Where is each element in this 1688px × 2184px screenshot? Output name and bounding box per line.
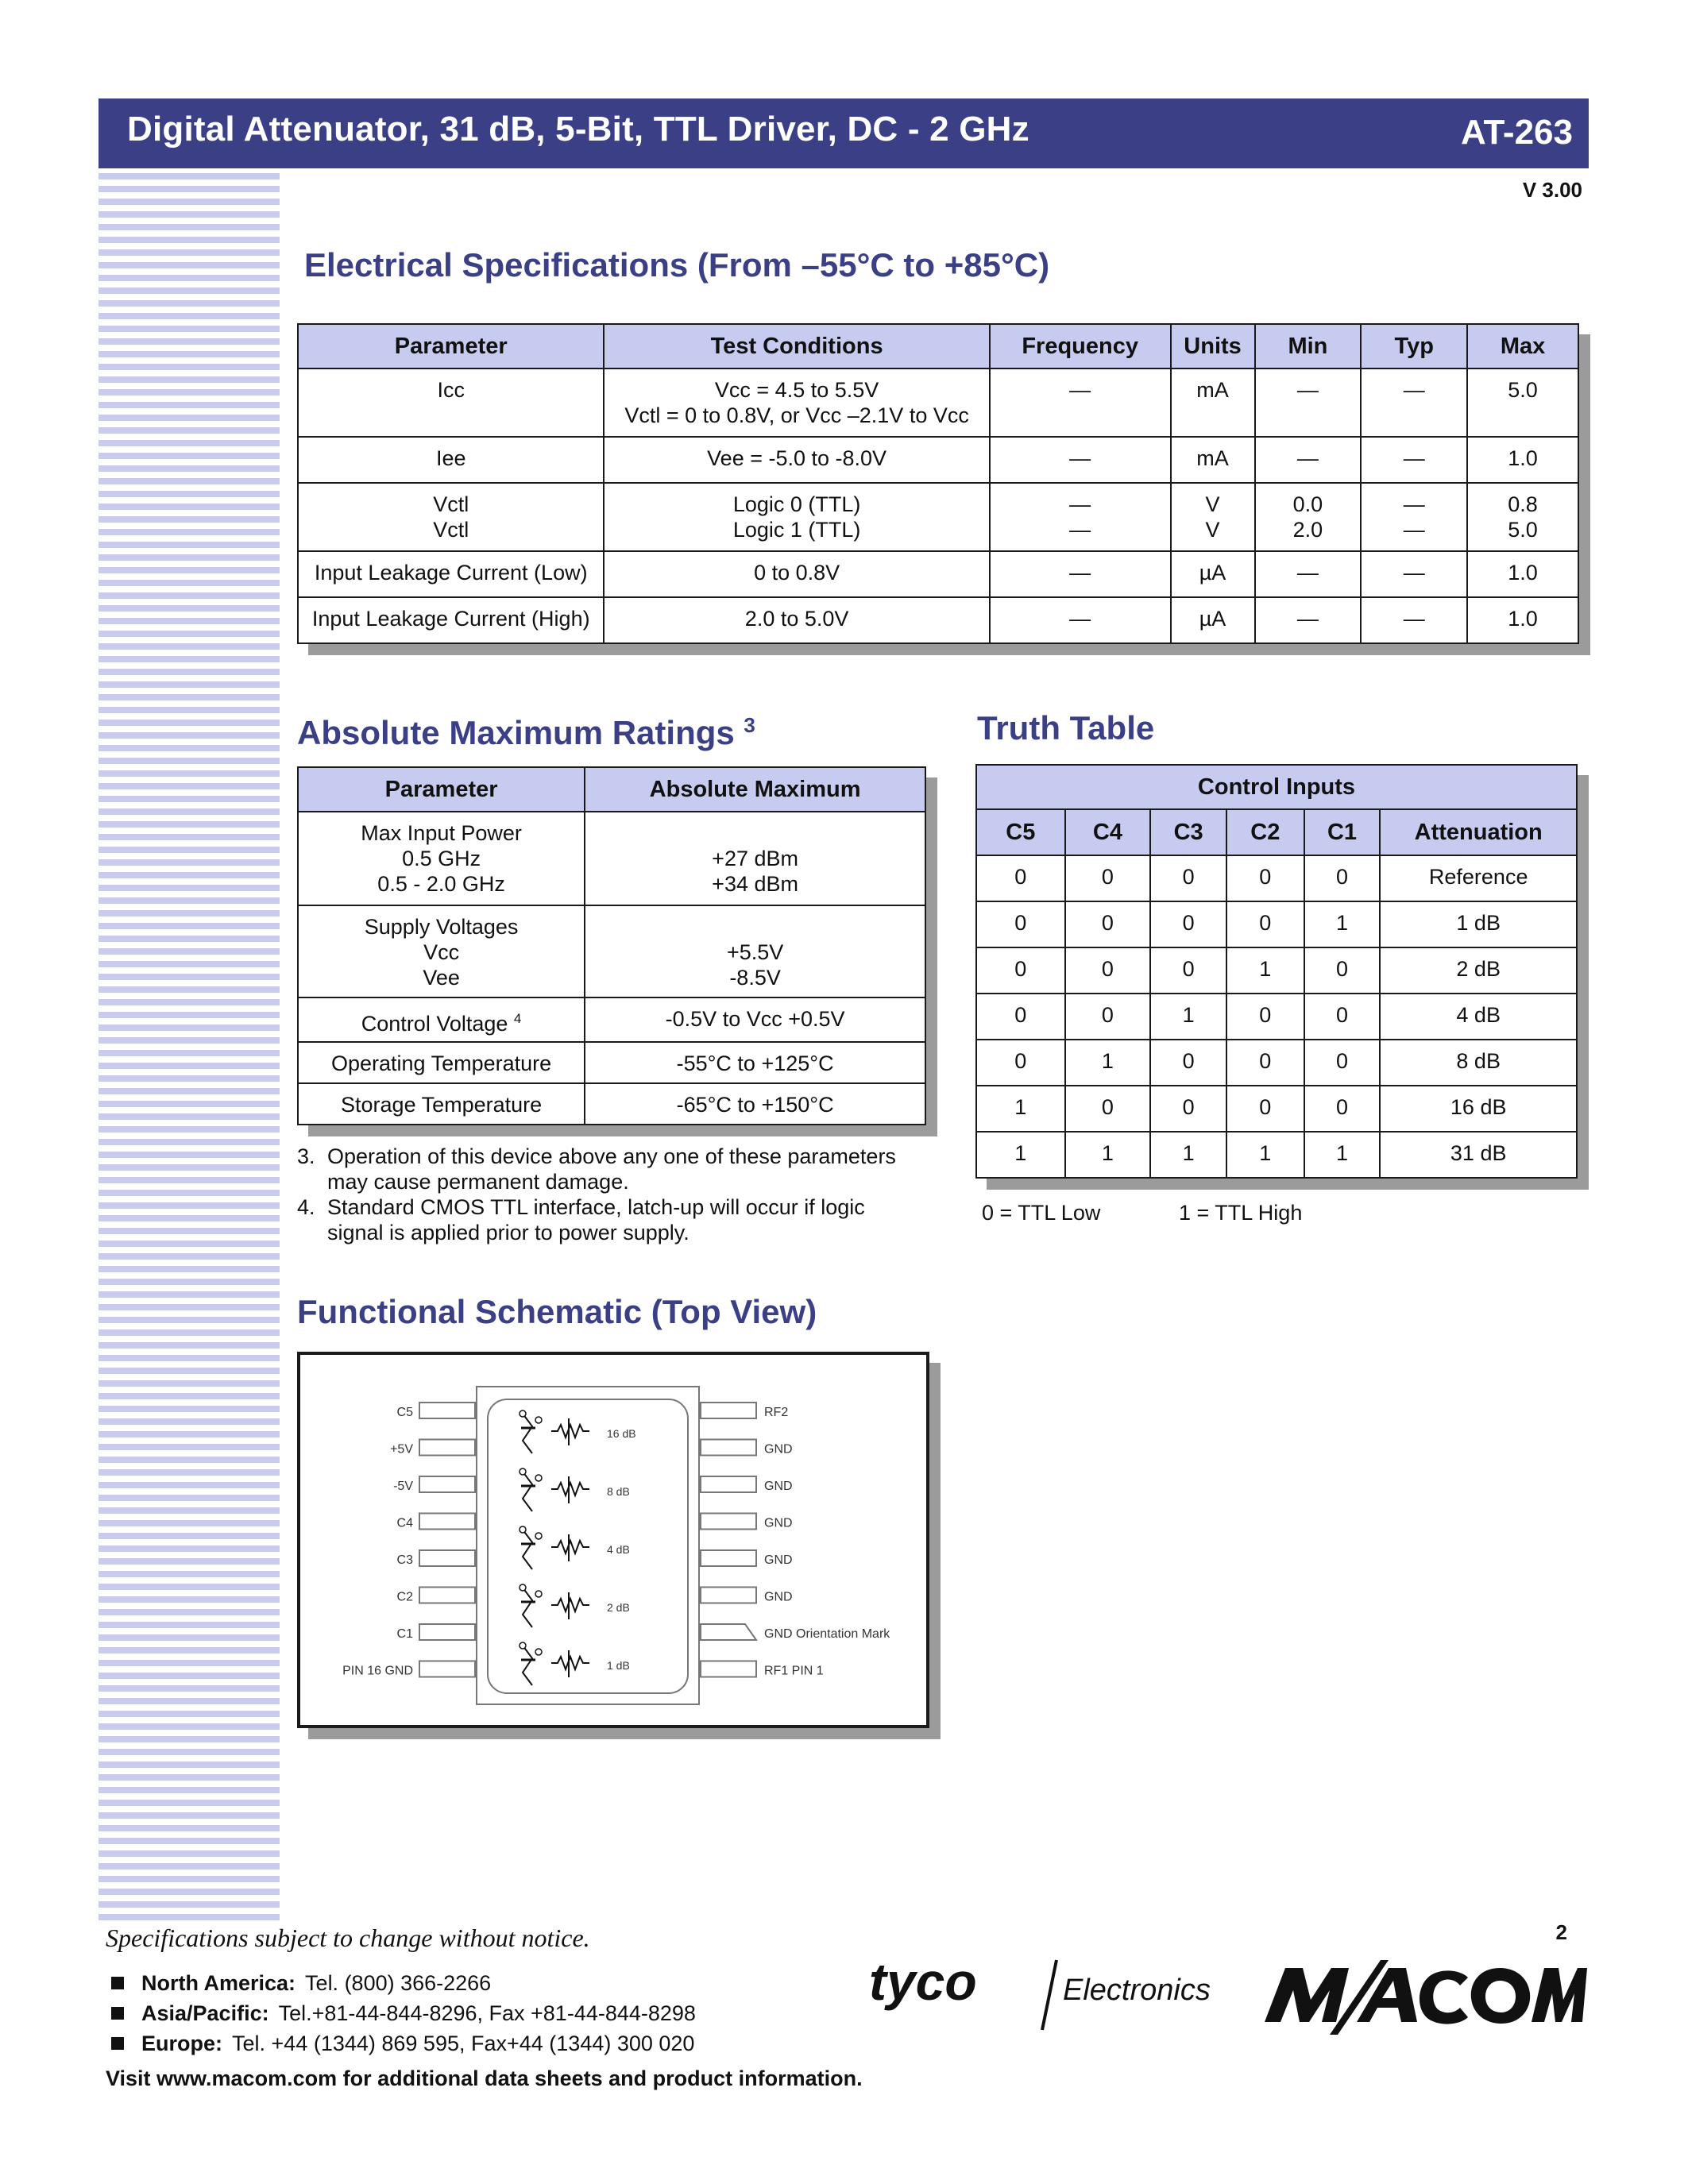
contact-info: Tel. +44 (1344) 869 595, Fax+44 (1344) 300 020 <box>232 2032 695 2055</box>
stage-label: 2 dB <box>607 1601 630 1614</box>
pin-label: GND <box>764 1442 793 1457</box>
cell-absolute-max-line: -55°C to +125°C <box>676 1051 834 1075</box>
cell-max <box>1467 597 1578 643</box>
table-row <box>976 901 1577 947</box>
cell-parameter-line: Vcc <box>423 940 460 964</box>
contact-info: Tel.+81-44-844-8296, Fax +81-44-844-8298 <box>278 2001 696 2025</box>
cell-typ-line: — <box>1403 446 1425 470</box>
table-row <box>976 1132 1577 1178</box>
cell-freq <box>990 597 1171 643</box>
node <box>520 1410 526 1417</box>
cell-typ <box>1361 597 1467 643</box>
cell-freq-line: — <box>1069 518 1091 542</box>
contact-row <box>111 2028 696 2059</box>
cell-max <box>1467 437 1578 483</box>
column-header: Parameter <box>298 324 604 369</box>
column-header: C1 <box>1304 809 1381 855</box>
stage-label: 16 dB <box>607 1427 636 1440</box>
truth-table-container <box>975 764 1578 1179</box>
cell-units <box>1171 551 1255 597</box>
pin-label: C4 <box>396 1516 413 1530</box>
cell-min-line: — <box>1296 446 1319 470</box>
cell-freq <box>990 437 1171 483</box>
pin-lead <box>701 1624 756 1640</box>
cell-absolute-max-line: +34 dBm <box>712 872 798 896</box>
note-text <box>327 1144 896 1194</box>
table-row <box>976 947 1577 994</box>
cell-min <box>1255 551 1362 597</box>
cell-absolute-max-line: +5.5V <box>726 940 784 964</box>
cell-units-line: µA <box>1199 607 1226 631</box>
electrical-heading: Electrical Specifications (From –55°C to +85°C) <box>304 246 1050 284</box>
truth-cell: 1 <box>1304 1132 1381 1178</box>
column-header: C2 <box>1226 809 1304 855</box>
cell-typ-line: — <box>1403 518 1425 542</box>
cell-param-line: Icc <box>437 378 465 402</box>
cell-min-line: 0.0 <box>1292 492 1323 516</box>
pin-label: GND Orientation Mark <box>764 1627 890 1641</box>
truth-cell: 1 dB <box>1380 901 1577 947</box>
pin-lead <box>419 1588 475 1603</box>
cell-cond <box>604 483 989 551</box>
cell-typ <box>1361 369 1467 437</box>
node <box>535 1417 542 1423</box>
pin-lead <box>701 1514 756 1530</box>
cell-cond <box>604 551 989 597</box>
version-label: V 3.00 <box>1522 178 1582 202</box>
table-row <box>298 483 1578 551</box>
note-ref: 4 <box>513 1011 522 1026</box>
node <box>535 1475 542 1481</box>
cell-freq <box>990 483 1171 551</box>
part-number: AT-263 <box>1460 113 1573 152</box>
cell-min <box>1255 597 1362 643</box>
cell-min <box>1255 483 1362 551</box>
pin-label: GND <box>764 1516 793 1530</box>
table-row <box>976 1040 1577 1086</box>
truth-cell: 1 <box>1304 901 1381 947</box>
svg-text:M/A-COM: M/A-COM <box>1261 1944 1265 1945</box>
cell-absolute-max-line: -65°C to +150°C <box>676 1093 834 1117</box>
cell-absolute-max <box>585 1042 925 1083</box>
cell-freq-line: — <box>1069 492 1091 516</box>
truth-cell: 0 <box>1226 855 1304 901</box>
cell-cond-line: Vee = -5.0 to -8.0V <box>707 446 887 470</box>
note-item <box>297 1194 896 1245</box>
cell-units-line: mA <box>1196 378 1229 402</box>
cell-param <box>298 483 604 551</box>
truth-cell: 1 <box>1226 1132 1304 1178</box>
bullet-square <box>111 2037 124 2050</box>
pin-lead <box>701 1476 756 1492</box>
cell-max <box>1467 369 1578 437</box>
macom-logo <box>1261 1944 1587 2039</box>
cell-units-line: mA <box>1196 446 1229 470</box>
truth-cell: 0 <box>1150 901 1226 947</box>
node <box>535 1649 542 1655</box>
cell-cond-line: Vctl = 0 to 0.8V, or Vcc –2.1V to Vcc <box>624 403 969 427</box>
column-header: Parameter <box>298 767 585 812</box>
column-header: Units <box>1171 324 1255 369</box>
truth-cell: 0 <box>1065 1086 1151 1132</box>
pin-label: GND <box>764 1590 793 1604</box>
cell-max <box>1467 483 1578 551</box>
table-row <box>298 905 925 997</box>
cell-parameter-line: Vee <box>423 966 460 990</box>
truth-cell: 0 <box>976 994 1065 1040</box>
column-header: Absolute Maximum <box>585 767 925 812</box>
contact-row <box>111 1968 696 1998</box>
pin-lead <box>419 1661 475 1677</box>
tyco-logo-word: tyco <box>869 1952 977 2011</box>
cell-units-line: V <box>1205 518 1220 542</box>
cell-cond-line: Logic 1 (TTL) <box>732 518 861 542</box>
pin-label: RF2 <box>764 1406 789 1419</box>
truth-cell: 1 <box>1065 1132 1151 1178</box>
cell-param <box>298 551 604 597</box>
cell-parameter <box>298 905 585 997</box>
electronics-logo-word: Electronics <box>1063 1974 1211 2007</box>
note-number: 3. <box>297 1144 315 1168</box>
truth-cell: 0 <box>1150 855 1226 901</box>
cell-absolute-max <box>585 812 925 905</box>
cell-min-line: 2.0 <box>1292 518 1323 542</box>
truth-cell: 0 <box>1065 855 1151 901</box>
cell-min-line: — <box>1296 607 1319 631</box>
table-row <box>298 437 1578 483</box>
cell-typ-line: — <box>1403 607 1425 631</box>
cell-max-line: 0.8 <box>1508 492 1538 516</box>
truth-cell: 0 <box>1304 1040 1381 1086</box>
functional-schematic <box>297 1352 929 1728</box>
pin-lead <box>419 1403 475 1418</box>
cell-freq <box>990 369 1171 437</box>
document-title: Digital Attenuator, 31 dB, 5-Bit, TTL Driver, DC - 2 GHz <box>127 110 1029 149</box>
cell-absolute-max <box>585 997 925 1042</box>
column-header: Frequency <box>990 324 1171 369</box>
pin-label: RF1 PIN 1 <box>764 1664 824 1678</box>
truth-cell: 31 dB <box>1380 1132 1577 1178</box>
column-header: Typ <box>1361 324 1467 369</box>
truth-cell: 0 <box>1065 994 1151 1040</box>
truth-cell: 8 dB <box>1380 1040 1577 1086</box>
cell-parameter-line: Supply Voltages <box>364 915 519 939</box>
truth-cell: 0 <box>976 1040 1065 1086</box>
contact-region: Asia/Pacific: <box>141 2001 269 2025</box>
truth-heading: Truth Table <box>977 709 1155 747</box>
absmax-table-container <box>297 766 926 1125</box>
truth-cell: 1 <box>976 1086 1065 1132</box>
pin-label: +5V <box>390 1442 413 1457</box>
note-line: signal is applied prior to power supply. <box>327 1221 689 1244</box>
truth-cell: 0 <box>1304 1086 1381 1132</box>
absmax-heading-text: Absolute Maximum Ratings <box>297 714 735 751</box>
cell-parameter-line: 0.5 - 2.0 GHz <box>377 872 505 896</box>
truth-cell: 0 <box>1065 947 1151 994</box>
pin-lead <box>419 1514 475 1530</box>
cell-freq-line: — <box>1069 561 1091 585</box>
truth-table <box>975 764 1578 1179</box>
bullet-square <box>111 2007 124 2020</box>
contact-info: Tel. (800) 366-2266 <box>305 1971 492 1995</box>
cell-parameter <box>298 1042 585 1083</box>
note-number: 4. <box>297 1195 315 1219</box>
cell-cond-line: 2.0 to 5.0V <box>744 607 849 631</box>
cell-cond <box>604 369 989 437</box>
truth-cell: 2 dB <box>1380 947 1577 994</box>
absmax-table <box>297 766 926 1125</box>
pin-lead <box>419 1550 475 1566</box>
cell-absolute-max-line: -0.5V to Vcc +0.5V <box>665 1007 845 1031</box>
cell-parameter <box>298 997 585 1042</box>
note-item <box>297 1144 896 1194</box>
truth-cell: 4 dB <box>1380 994 1577 1040</box>
truth-cell: Reference <box>1380 855 1577 901</box>
cell-parameter-line: Control Voltage $^4$ <box>361 1011 522 1036</box>
cell-param-line: Vctl <box>433 518 469 542</box>
cell-freq-line: — <box>1069 446 1091 470</box>
cell-max-line: 1.0 <box>1508 446 1538 470</box>
truth-cell: 0 <box>1226 901 1304 947</box>
truth-cell: 0 <box>1226 994 1304 1040</box>
cell-param <box>298 369 604 437</box>
cell-absolute-max-line: +27 dBm <box>712 847 798 870</box>
visit-link-text: Visit www.macom.com for additional data sheets and product information. <box>106 2066 863 2090</box>
cell-min-line: — <box>1296 378 1319 402</box>
schematic-drawing <box>300 1355 926 1725</box>
cell-typ-line: — <box>1403 561 1425 585</box>
pin-lead <box>701 1550 756 1566</box>
truth-cell: 0 <box>976 947 1065 994</box>
cell-parameter <box>298 812 585 905</box>
cell-min <box>1255 369 1362 437</box>
absmax-heading <box>297 713 755 752</box>
table-row <box>976 1086 1577 1132</box>
cell-typ <box>1361 551 1467 597</box>
column-header: Max <box>1467 324 1578 369</box>
cell-typ <box>1361 483 1467 551</box>
truth-cell: 1 <box>1226 947 1304 994</box>
table-row <box>298 1042 925 1083</box>
cell-freq <box>990 551 1171 597</box>
truth-cell: 1 <box>1065 1040 1151 1086</box>
cell-param-line: Iee <box>435 446 466 470</box>
cell-max-line: 5.0 <box>1508 378 1538 402</box>
truth-cell: 1 <box>1150 1132 1226 1178</box>
cell-param <box>298 437 604 483</box>
truth-cell: 0 <box>976 855 1065 901</box>
cell-min-line: — <box>1296 561 1319 585</box>
truth-cell: 0 <box>976 901 1065 947</box>
schematic-container <box>297 1352 929 1728</box>
column-header: C3 <box>1150 809 1226 855</box>
column-header: C5 <box>976 809 1065 855</box>
header-band <box>98 98 1589 168</box>
cell-absolute-max-line: -8.5V <box>729 966 781 990</box>
stage-label: 8 dB <box>607 1485 630 1498</box>
cell-units-line: µA <box>1199 561 1226 585</box>
cell-cond-line: Vcc = 4.5 to 5.5V <box>714 378 879 402</box>
cell-units <box>1171 483 1255 551</box>
contact-row <box>111 1998 696 2028</box>
pin-label: -5V <box>393 1480 413 1493</box>
cell-absolute-max <box>585 1083 925 1125</box>
cell-max-line: 5.0 <box>1508 518 1538 542</box>
pin-lead <box>701 1588 756 1603</box>
cell-cond <box>604 437 989 483</box>
cell-max-line: 1.0 <box>1508 607 1538 631</box>
note-text <box>327 1194 865 1245</box>
cell-param-line: Vctl <box>433 492 469 516</box>
cell-absolute-max-line <box>590 820 920 846</box>
pin-label: GND <box>764 1553 793 1567</box>
truth-cell: 0 <box>1150 1040 1226 1086</box>
pin-label: C1 <box>396 1627 413 1641</box>
cell-units-line: V <box>1205 492 1220 516</box>
note-line: Standard CMOS TTL interface, latch-up will occur if logic <box>327 1195 865 1219</box>
truth-group-header: Control Inputs <box>976 765 1577 809</box>
truth-cell: 0 <box>1304 994 1381 1040</box>
table-row <box>298 597 1578 643</box>
column-header: Attenuation <box>1380 809 1577 855</box>
stage-label: 4 dB <box>607 1543 630 1556</box>
tyco-electronics-logo <box>866 1944 1231 2039</box>
column-header: C4 <box>1065 809 1151 855</box>
column-header: Test Conditions <box>604 324 989 369</box>
schematic-heading: Functional Schematic (Top View) <box>297 1293 817 1330</box>
logo-slash <box>1042 1960 1056 2030</box>
absmax-heading-note: 3 <box>744 713 755 737</box>
cell-param-line: Input Leakage Current (Low) <box>314 561 588 585</box>
cell-absolute-max <box>585 905 925 997</box>
table-row <box>298 369 1578 437</box>
truth-cell: 0 <box>1226 1040 1304 1086</box>
cell-param <box>298 597 604 643</box>
truth-cell: 16 dB <box>1380 1086 1577 1132</box>
decorative-sidebar <box>98 173 280 1925</box>
truth-cell: 0 <box>1226 1086 1304 1132</box>
cell-cond-line: Logic 0 (TTL) <box>732 492 861 516</box>
truth-cell: 0 <box>1150 947 1226 994</box>
pin-lead <box>701 1403 756 1418</box>
page-number: 2 <box>1555 1920 1567 1944</box>
cell-parameter-line: Max Input Power <box>361 821 522 845</box>
pin-label: C3 <box>396 1553 413 1567</box>
table-row <box>298 812 925 905</box>
cell-cond-line: 0 to 0.8V <box>754 561 840 585</box>
table-row <box>298 997 925 1042</box>
pin-lead <box>701 1661 756 1677</box>
pin-lead <box>419 1440 475 1456</box>
cell-min <box>1255 437 1362 483</box>
cell-max <box>1467 551 1578 597</box>
pin-label: GND <box>764 1480 793 1493</box>
cell-typ <box>1361 437 1467 483</box>
cell-freq-line: — <box>1069 607 1091 631</box>
cell-parameter-line: Storage Temperature <box>341 1093 543 1117</box>
electrical-table-container <box>297 323 1579 644</box>
contact-region: North America: <box>141 1971 296 1995</box>
pin-label: C2 <box>396 1590 413 1604</box>
cell-max-line: 1.0 <box>1508 561 1538 585</box>
node <box>520 1526 526 1533</box>
truth-cell: 1 <box>1150 994 1226 1040</box>
truth-cell: 0 <box>1065 901 1151 947</box>
truth-cell: 1 <box>976 1132 1065 1178</box>
node <box>535 1591 542 1597</box>
cell-units <box>1171 437 1255 483</box>
table-row <box>976 994 1577 1040</box>
truth-cell: 0 <box>1304 947 1381 994</box>
bullet-square <box>111 1977 124 1989</box>
truth-cell: 0 <box>1304 855 1381 901</box>
node <box>520 1468 526 1475</box>
table-row <box>298 1083 925 1125</box>
cell-typ-line: — <box>1403 378 1425 402</box>
table-row <box>976 855 1577 901</box>
pin-lead <box>701 1440 756 1456</box>
cell-units <box>1171 369 1255 437</box>
cell-parameter-line: Operating Temperature <box>331 1051 552 1075</box>
footer-disclaimer: Specifications subject to change without notice. <box>106 1924 590 1952</box>
cell-freq-line: — <box>1069 378 1091 402</box>
pin-label: C5 <box>396 1406 413 1419</box>
table-row <box>298 551 1578 597</box>
pin-lead <box>419 1476 475 1492</box>
node <box>520 1584 526 1591</box>
cell-units <box>1171 597 1255 643</box>
truth-cell: 0 <box>1150 1086 1226 1132</box>
absmax-notes <box>297 1144 896 1245</box>
stage-label: 1 dB <box>607 1659 630 1672</box>
node <box>520 1642 526 1649</box>
electrical-spec-table <box>297 323 1579 644</box>
cell-absolute-max-line <box>590 914 920 940</box>
note-line: Operation of this device above any one of these parameters <box>327 1144 896 1168</box>
cell-parameter-line: 0.5 GHz <box>402 847 481 870</box>
cell-param-line: Input Leakage Current (High) <box>311 607 590 631</box>
cell-parameter <box>298 1083 585 1125</box>
note-line: may cause permanent damage. <box>327 1170 629 1194</box>
pin-lead <box>419 1624 475 1640</box>
cell-typ-line: — <box>1403 492 1425 516</box>
legend-low: 0 = TTL Low <box>982 1201 1101 1225</box>
contact-region: Europe: <box>141 2032 223 2055</box>
contact-list <box>111 1968 696 2059</box>
legend-high: 1 = TTL High <box>1179 1201 1303 1225</box>
node <box>535 1533 542 1539</box>
column-header: Min <box>1255 324 1362 369</box>
pin-label: PIN 16 GND <box>342 1664 413 1678</box>
cell-cond <box>604 597 989 643</box>
